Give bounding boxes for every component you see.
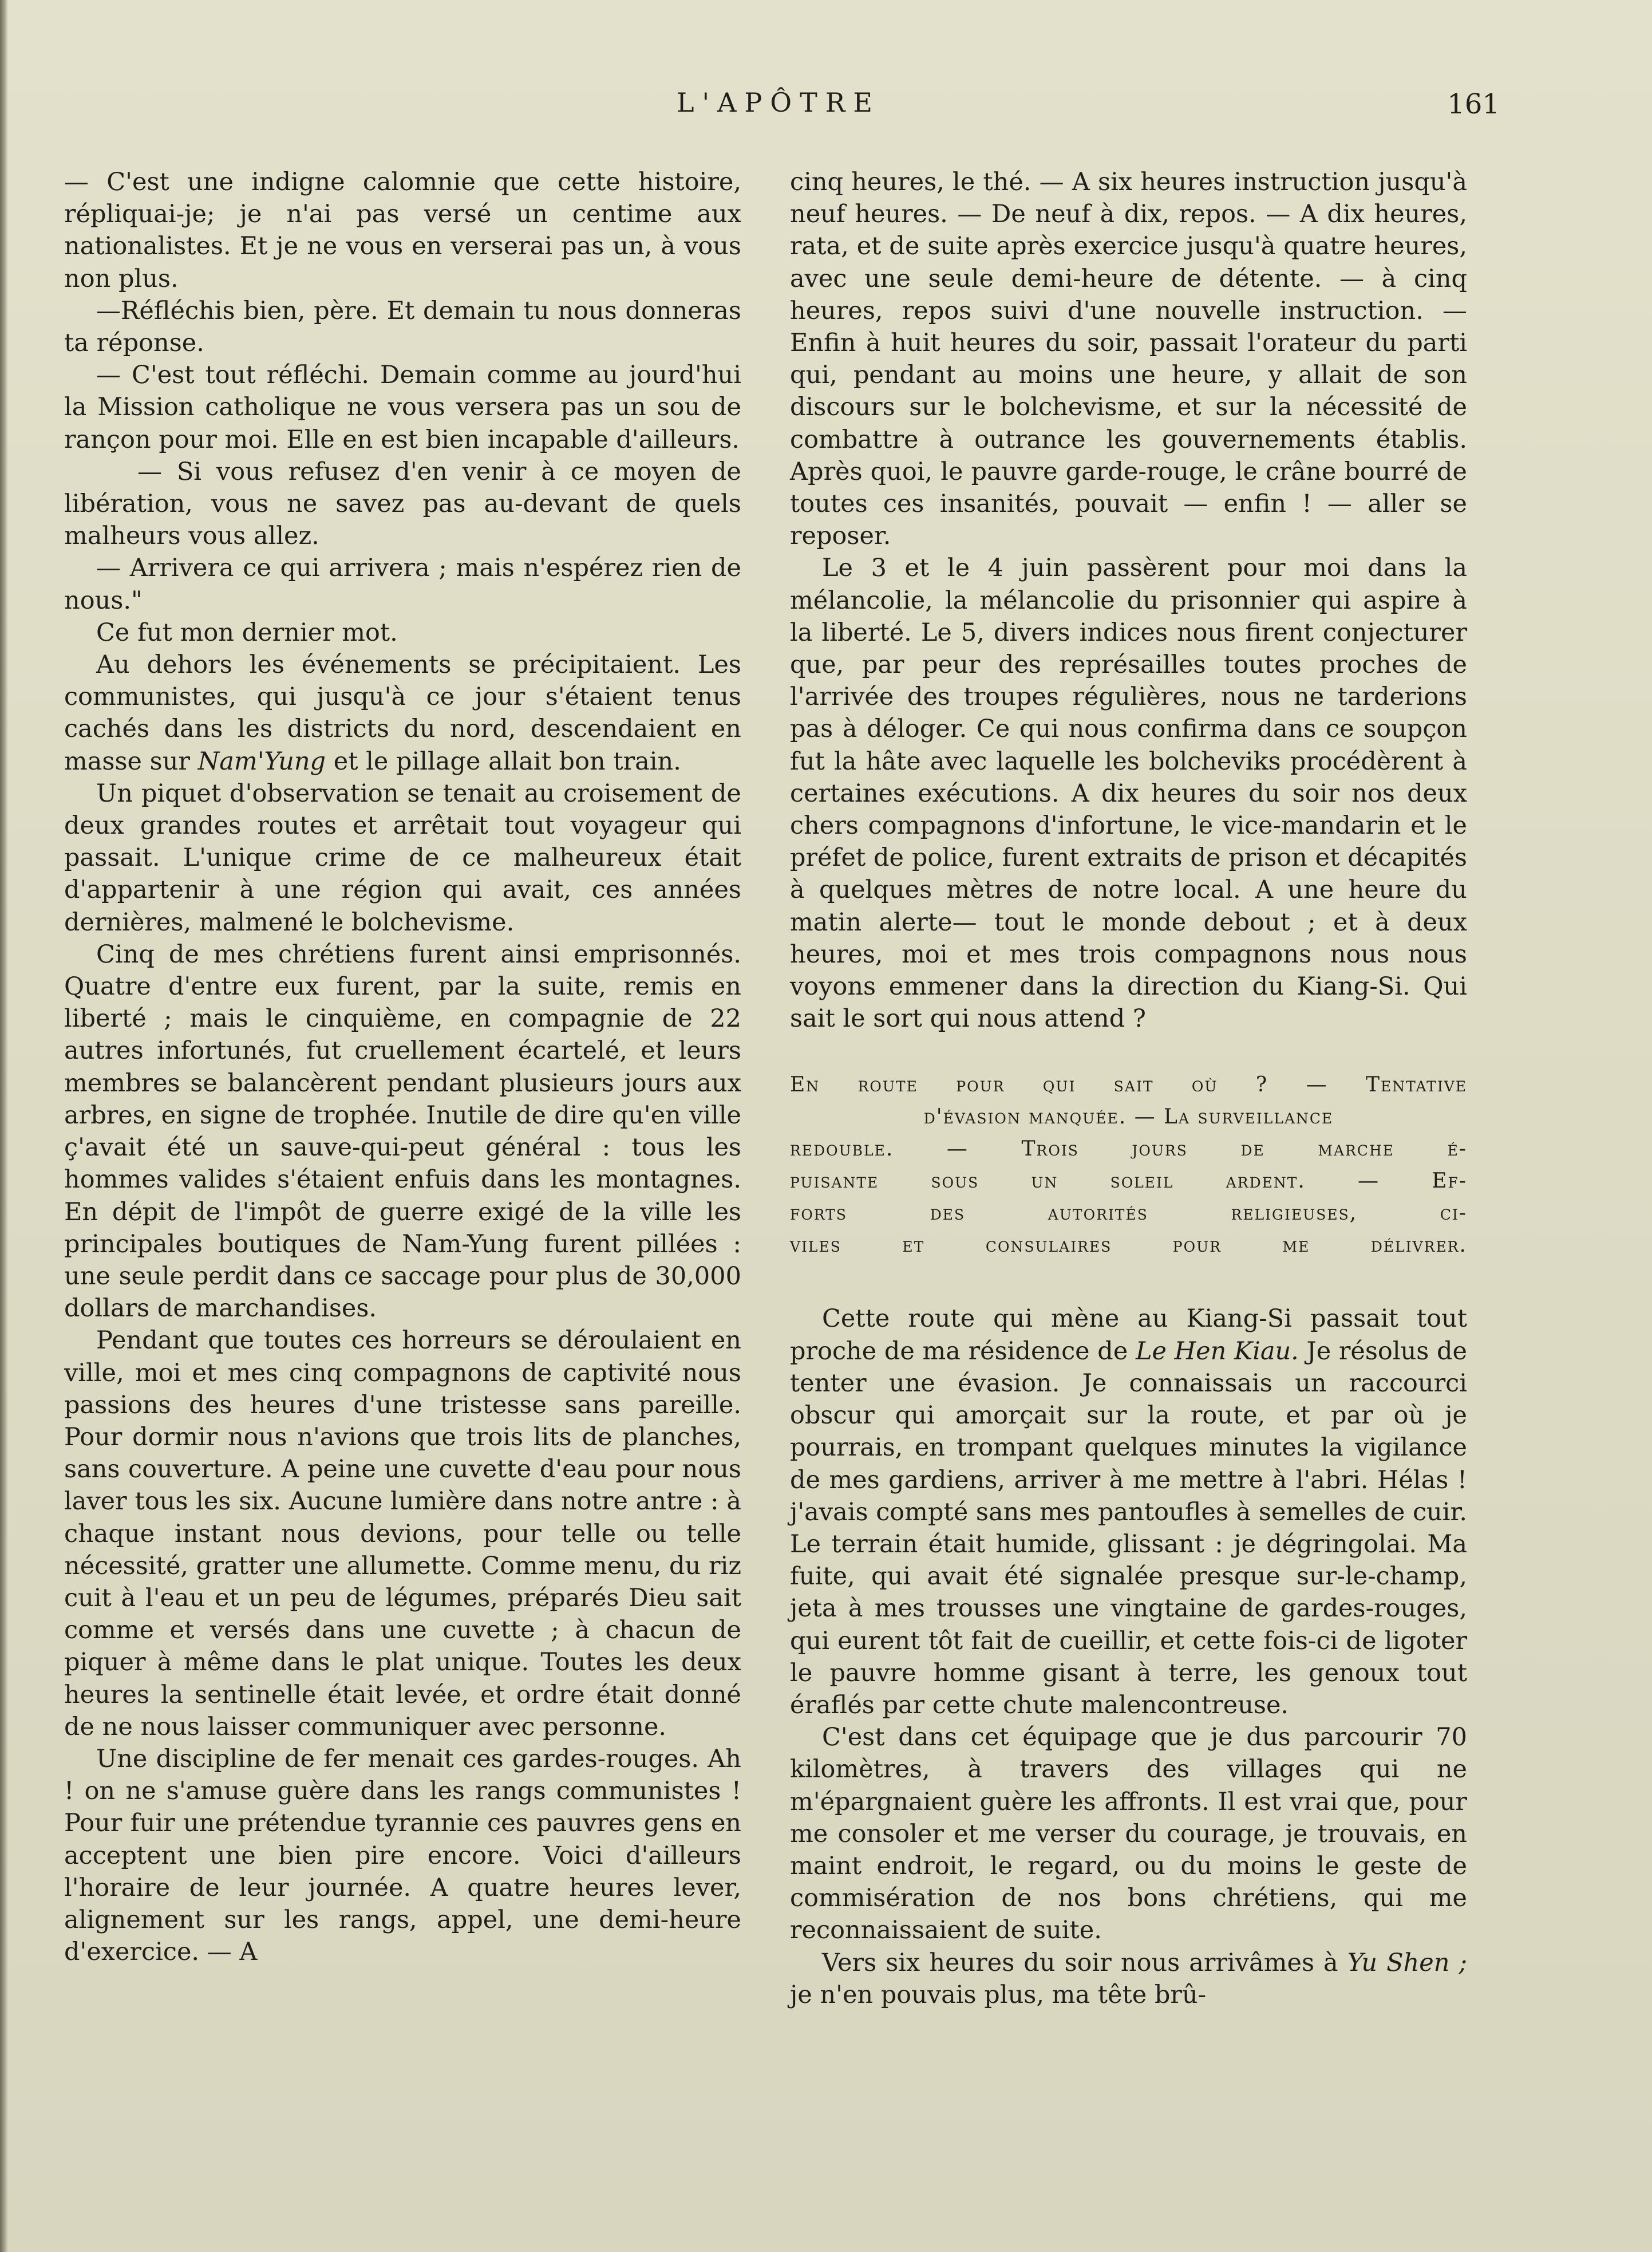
text-run: et le pillage allait bon train.: [326, 747, 681, 776]
place-name: Yu Shen ;: [1347, 1948, 1467, 1977]
running-title: L'APÔTRE: [677, 87, 880, 118]
place-name: Le Hen Kiau.: [1135, 1336, 1299, 1366]
heading-line: viles et consulaires pour me délivrer.: [790, 1233, 1467, 1257]
paragraph: Une discipline de fer menait ces gardes-rouges. Ah ! on ne s'amuse guère dans les rangs communistes ! Pour fuir une prétendue tyrannie ces pauvres gens en acceptent une bien pire encore. Voici d'ailleurs l'horaire de leur journée. A quatre heures lever, alignement sur les rangs, appel, une demi-heure d'exercice. — A: [64, 1744, 741, 1967]
heading-line: forts des autorités religieuses, ci-: [790, 1201, 1467, 1225]
text-run: Cette route qui mène au Kiang-Si passait tout proche de ma résidence de: [790, 1304, 1467, 1366]
heading-line: En route pour qui sait où ? — Tentative: [790, 1073, 1467, 1097]
paragraph: Cinq de mes chrétiens furent ainsi emprisonnés. Quatre d'entre eux furent, par la suite, remis en liberté ; mais le cinquième, en compagnie de 22 autres infortunés, fut cruellement écartelé, et leurs membres se balancèrent pendant plusieurs jours aux arbres, en signe de trophée. Inutile de dire qu'en ville ç'avait été un sauve-qui-peut général : tous les hommes valides s'étaient enfuis dans les montagnes. En dépit de l'impôt de guerre exigé de la ville les principales boutiques de Nam-Yung furent pillées : une seule perdit dans ce saccage pour plus de 30,000 dollars de marchandises.: [64, 940, 741, 1323]
paragraph: — C'est une indigne calomnie que cette histoire, répliquai-je; je n'ai pas versé un centime aux nationalistes. Et je ne vous en verserai pas un, à vous non plus.: [64, 168, 741, 293]
paragraph: Ce fut mon dernier mot.: [96, 618, 398, 647]
page-number: 161: [1447, 88, 1500, 120]
place-name: Nam'Yung: [197, 747, 326, 776]
left-column: [64, 166, 741, 1968]
heading-line: redouble. — Trois jours de marche é-: [790, 1137, 1467, 1161]
paragraph: Un piquet d'observation se tenait au croisement de deux grandes routes et arrêtait tout voyageur qui passait. L'unique crime de ce malheureux était d'appartenir à une région qui avait, ces années dernières, malmené le bolchevisme.: [64, 779, 741, 937]
paragraph: C'est dans cet équipage que je dus parcourir 70 kilomètres, à travers des villages qui ne m'épargnaient guère les affronts. Il est vrai que, pour me consoler et me verser du courage, je trouvais, en maint endroit, le regard, ou du moins le geste de commisération de nos bons chrétiens, qui me reconnaissaient de suite.: [790, 1723, 1467, 1945]
paragraph: Le 3 et le 4 juin passèrent pour moi dans la mélancolie, la mélancolie du prisonnier qui aspire à la liberté. Le 5, divers indices nous firent conjecturer que, par peur des représailles toutes proches de l'arrivée des troupes régulières, nous ne tarderions pas à déloger. Ce qui nous confirma dans ce soupçon fut la hâte avec laquelle les bolcheviks procédèrent à certaines exécutions. A dix heures du soir nos deux chers compagnons d'infortune, le vice-mandarin et le préfet de police, furent extraits de prison et décapités à quelques mètres de notre local. A une heure du matin alerte— tout le monde debout ; et à deux heures, moi et mes trois compagnons nous nous voyons emmener dans la direction du Kiang-Si. Qui sait le sort qui nous attend ?: [790, 554, 1467, 1034]
section-heading: [790, 1069, 1467, 1261]
text-run: je n'en pouvais plus, ma tête brû-: [790, 1980, 1207, 2009]
paragraph: cinq heures, le thé. — A six heures instruction jusqu'à neuf heures. — De neuf à dix, repos. — A dix heures, rata, et de suite après exercice jusqu'à quatre heures, avec une seule demi-heure de détente. — à cinq heures, repos suivi d'une nouvelle instruction. — Enfin à huit heures du soir, passait l'orateur du parti qui, pendant au moins une heure, y allait de son discours sur le bolchevisme, et sur la nécessité de combattre à outrance les gouvernements établis. Après quoi, le pauvre garde-rouge, le crâne bourré de toutes ces insanités, pouvait — enfin ! — aller se reposer.: [790, 168, 1467, 551]
paragraph: [790, 1303, 1467, 1721]
paragraph: — Si vous refusez d'en venir à ce moyen de libération, vous ne savez pas au-devant de quels malheurs vous allez.: [64, 457, 741, 551]
text-run: Au dehors les événements se précipitaient. Les communistes, qui jusqu'à ce jour s'étaient tenus cachés dans les districts du nord, descendaient en masse sur: [64, 650, 741, 776]
paragraph: — C'est tout réfléchi. Demain comme au jourd'hui la Mission catholique ne vous versera pas un sou de rançon pour moi. Elle en est bien incapable d'ailleurs.: [64, 361, 741, 454]
heading-line: d'évasion manquée. — La surveillance: [923, 1105, 1334, 1129]
right-column: [790, 166, 1467, 2011]
heading-line: puisante sous un soleil ardent. — Ef-: [790, 1169, 1467, 1193]
paragraph: — Arrivera ce qui arrivera ; mais n'espérez rien de nous.": [64, 554, 741, 615]
text-run: Je résolus de tenter une évasion. Je connaissais un raccourci obscur qui amorçait sur la route, et par où je pourrais, en trompant quelques minutes la vigilance de mes gardiens, arriver à me mettre à l'abri. Hélas ! j'avais compté sans mes pantoufles à semelles de cuir. Le terrain était humide, glissant : je dégringolai. Ma fuite, qui avait été signalée presque sur-le-champ, jeta à mes trousses une vingtaine de gardes-rouges, qui eurent tôt fait de cueillir, et cette fois-ci de ligoter le pauvre homme gisant à terre, les genoux tout éraflés par cette chute malencontreuse.: [790, 1336, 1467, 1719]
paragraph: Pendant que toutes ces horreurs se déroulaient en ville, moi et mes cinq compagnons de captivité nous passions des heures d'une tristesse sans pareille. Pour dormir nous n'avions que trois lits de planches, sans couverture. A peine une cuvette d'eau pour nous laver tous les six. Aucune lumière dans notre antre : à chaque instant nous devions, pour telle ou telle nécessité, gratter une allumette. Comme menu, du riz cuit à l'eau et un peu de légumes, préparés Dieu sait comme et versés dans une cuvette ; à chacun de piquer à même dans le plat unique. Toutes les deux heures la sentinelle était levée, et ordre était donné de ne nous laisser communiquer avec personne.: [64, 1326, 741, 1741]
page-edge-shadow: [0, 0, 8, 2252]
page-header: [57, 87, 1500, 127]
paragraph: —Réfléchis bien, père. Et demain tu nous donneras ta réponse.: [64, 296, 741, 358]
text-run: Vers six heures du soir nous arrivâmes à: [822, 1948, 1347, 1977]
paragraph: [790, 1947, 1467, 2011]
paragraph: [64, 649, 741, 778]
